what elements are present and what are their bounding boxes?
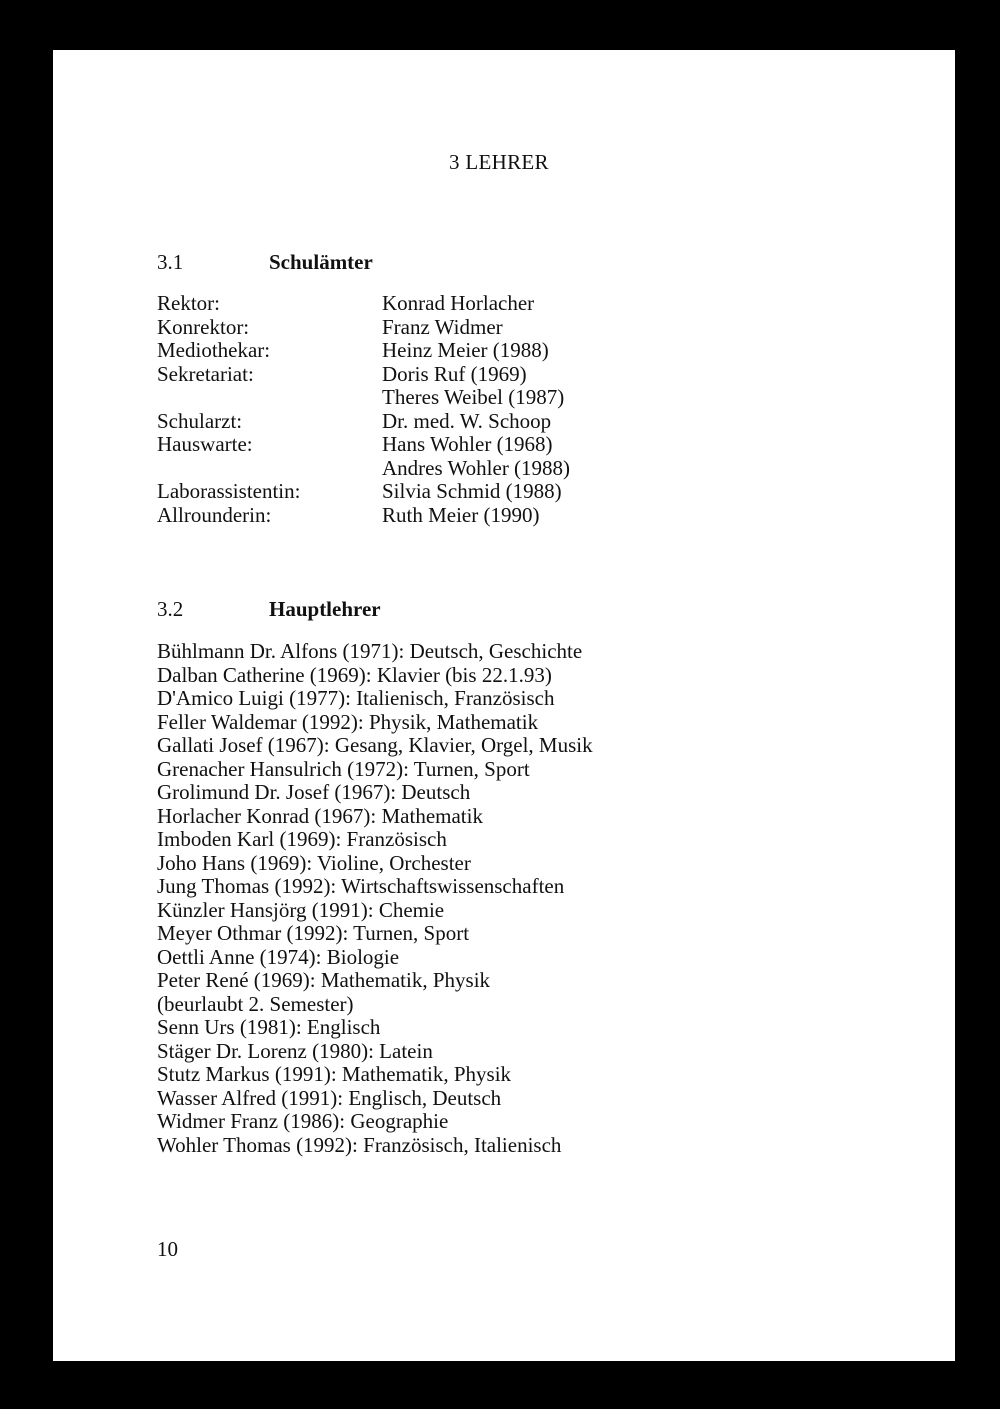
office-holder-name: Theres Weibel (1987) [382,385,565,409]
chapter-title: 3 LEHRER [449,150,549,174]
document-page [53,50,955,1361]
section-number: 3.1 [157,250,184,274]
office-row [157,504,570,528]
teacher-entry: Wasser Alfred (1991): Englisch, Deutsch [157,1085,502,1110]
teacher-entry: Stutz Markus (1991): Mathematik, Physik [157,1062,512,1086]
section-heading-teachers [157,597,381,622]
teacher-entry: Joho Hans (1969): Violine, Orchester [157,850,471,875]
teacher-entry: Widmer Franz (1986): Geographie [157,1109,449,1133]
offices-list [157,292,570,527]
office-role: Allrounderin: [157,502,272,527]
office-holders [382,410,551,434]
teacher-entry: Horlacher Konrad (1967): Mathematik [157,803,483,828]
teacher-entry: (beurlaubt 2. Semester) [157,991,354,1016]
office-holders [382,480,562,504]
office-row [157,292,570,316]
teacher-entry: Imboden Karl (1969): Französisch [157,827,447,851]
page-number: 10 [157,1237,178,1261]
office-row [157,363,570,410]
office-role: Schularzt: [157,408,243,433]
section-title: Schulämter [269,250,373,274]
teacher-entry: Wohler Thomas (1992): Französisch, Italienisch [157,1132,562,1157]
office-holder-name: Silvia Schmid (1988) [382,479,562,503]
office-holder-name: Dr. med. W. Schoop [382,408,552,433]
office-holders [382,433,570,480]
office-row [157,433,570,480]
office-role: Sekretariat: [157,361,254,386]
section-title: Hauptlehrer [269,597,381,621]
office-holder-name: Konrad Horlacher [382,291,535,315]
office-holder-name: Franz Widmer [382,314,503,339]
teacher-entry: Grolimund Dr. Josef (1967): Deutsch [157,780,471,804]
office-holders [382,363,564,410]
teacher-entry: Stäger Dr. Lorenz (1980): Latein [157,1038,433,1063]
teacher-entry: Bühlmann Dr. Alfons (1971): Deutsch, Geschichte [157,639,583,663]
office-row [157,480,570,504]
teacher-entry: Feller Waldemar (1992): Physik, Mathematik [157,709,539,734]
office-row [157,316,570,340]
office-row [157,339,570,363]
teacher-entry: D'Amico Luigi (1977): Italienisch, Französisch [157,686,555,710]
teacher-entry: Senn Urs (1981): Englisch [157,1015,381,1039]
teacher-entry: Grenacher Hansulrich (1972): Turnen, Sport [157,756,530,781]
office-holder-name: Doris Ruf (1969) [382,361,527,386]
office-role: Laborassistentin: [157,479,301,503]
office-holders [382,504,539,528]
office-holders [382,292,534,316]
office-holders [382,316,503,340]
office-holder-name: Hans Wohler (1968) [382,432,553,456]
office-role: Konrektor: [157,314,250,339]
office-holder-name: Andres Wohler (1988) [382,455,571,480]
teachers-list [157,640,593,1157]
office-holder-name: Ruth Meier (1990) [382,502,540,527]
office-role: Hauswarte: [157,432,253,456]
teacher-entry: Oettli Anne (1974): Biologie [157,944,400,969]
section-number: 3.2 [157,597,184,621]
teacher-entry: Meyer Othmar (1992): Turnen, Sport [157,921,470,945]
office-holders [382,339,549,363]
teacher-entry: Künzler Hansjörg (1991): Chemie [157,897,445,922]
office-role: Mediothekar: [157,338,271,362]
section-heading-offices [157,250,373,275]
teacher-entry: Jung Thomas (1992): Wirtschaftswissenschaften [157,874,565,898]
teacher-entry: Peter René (1969): Mathematik, Physik [157,968,491,992]
office-holder-name: Heinz Meier (1988) [382,338,549,362]
teacher-entry: Dalban Catherine (1969): Klavier (bis 22.1.93) [157,662,552,687]
teacher-entry: Gallati Josef (1967): Gesang, Klavier, Orgel, Musik [157,733,593,757]
office-role: Rektor: [157,291,220,315]
office-row [157,410,570,434]
